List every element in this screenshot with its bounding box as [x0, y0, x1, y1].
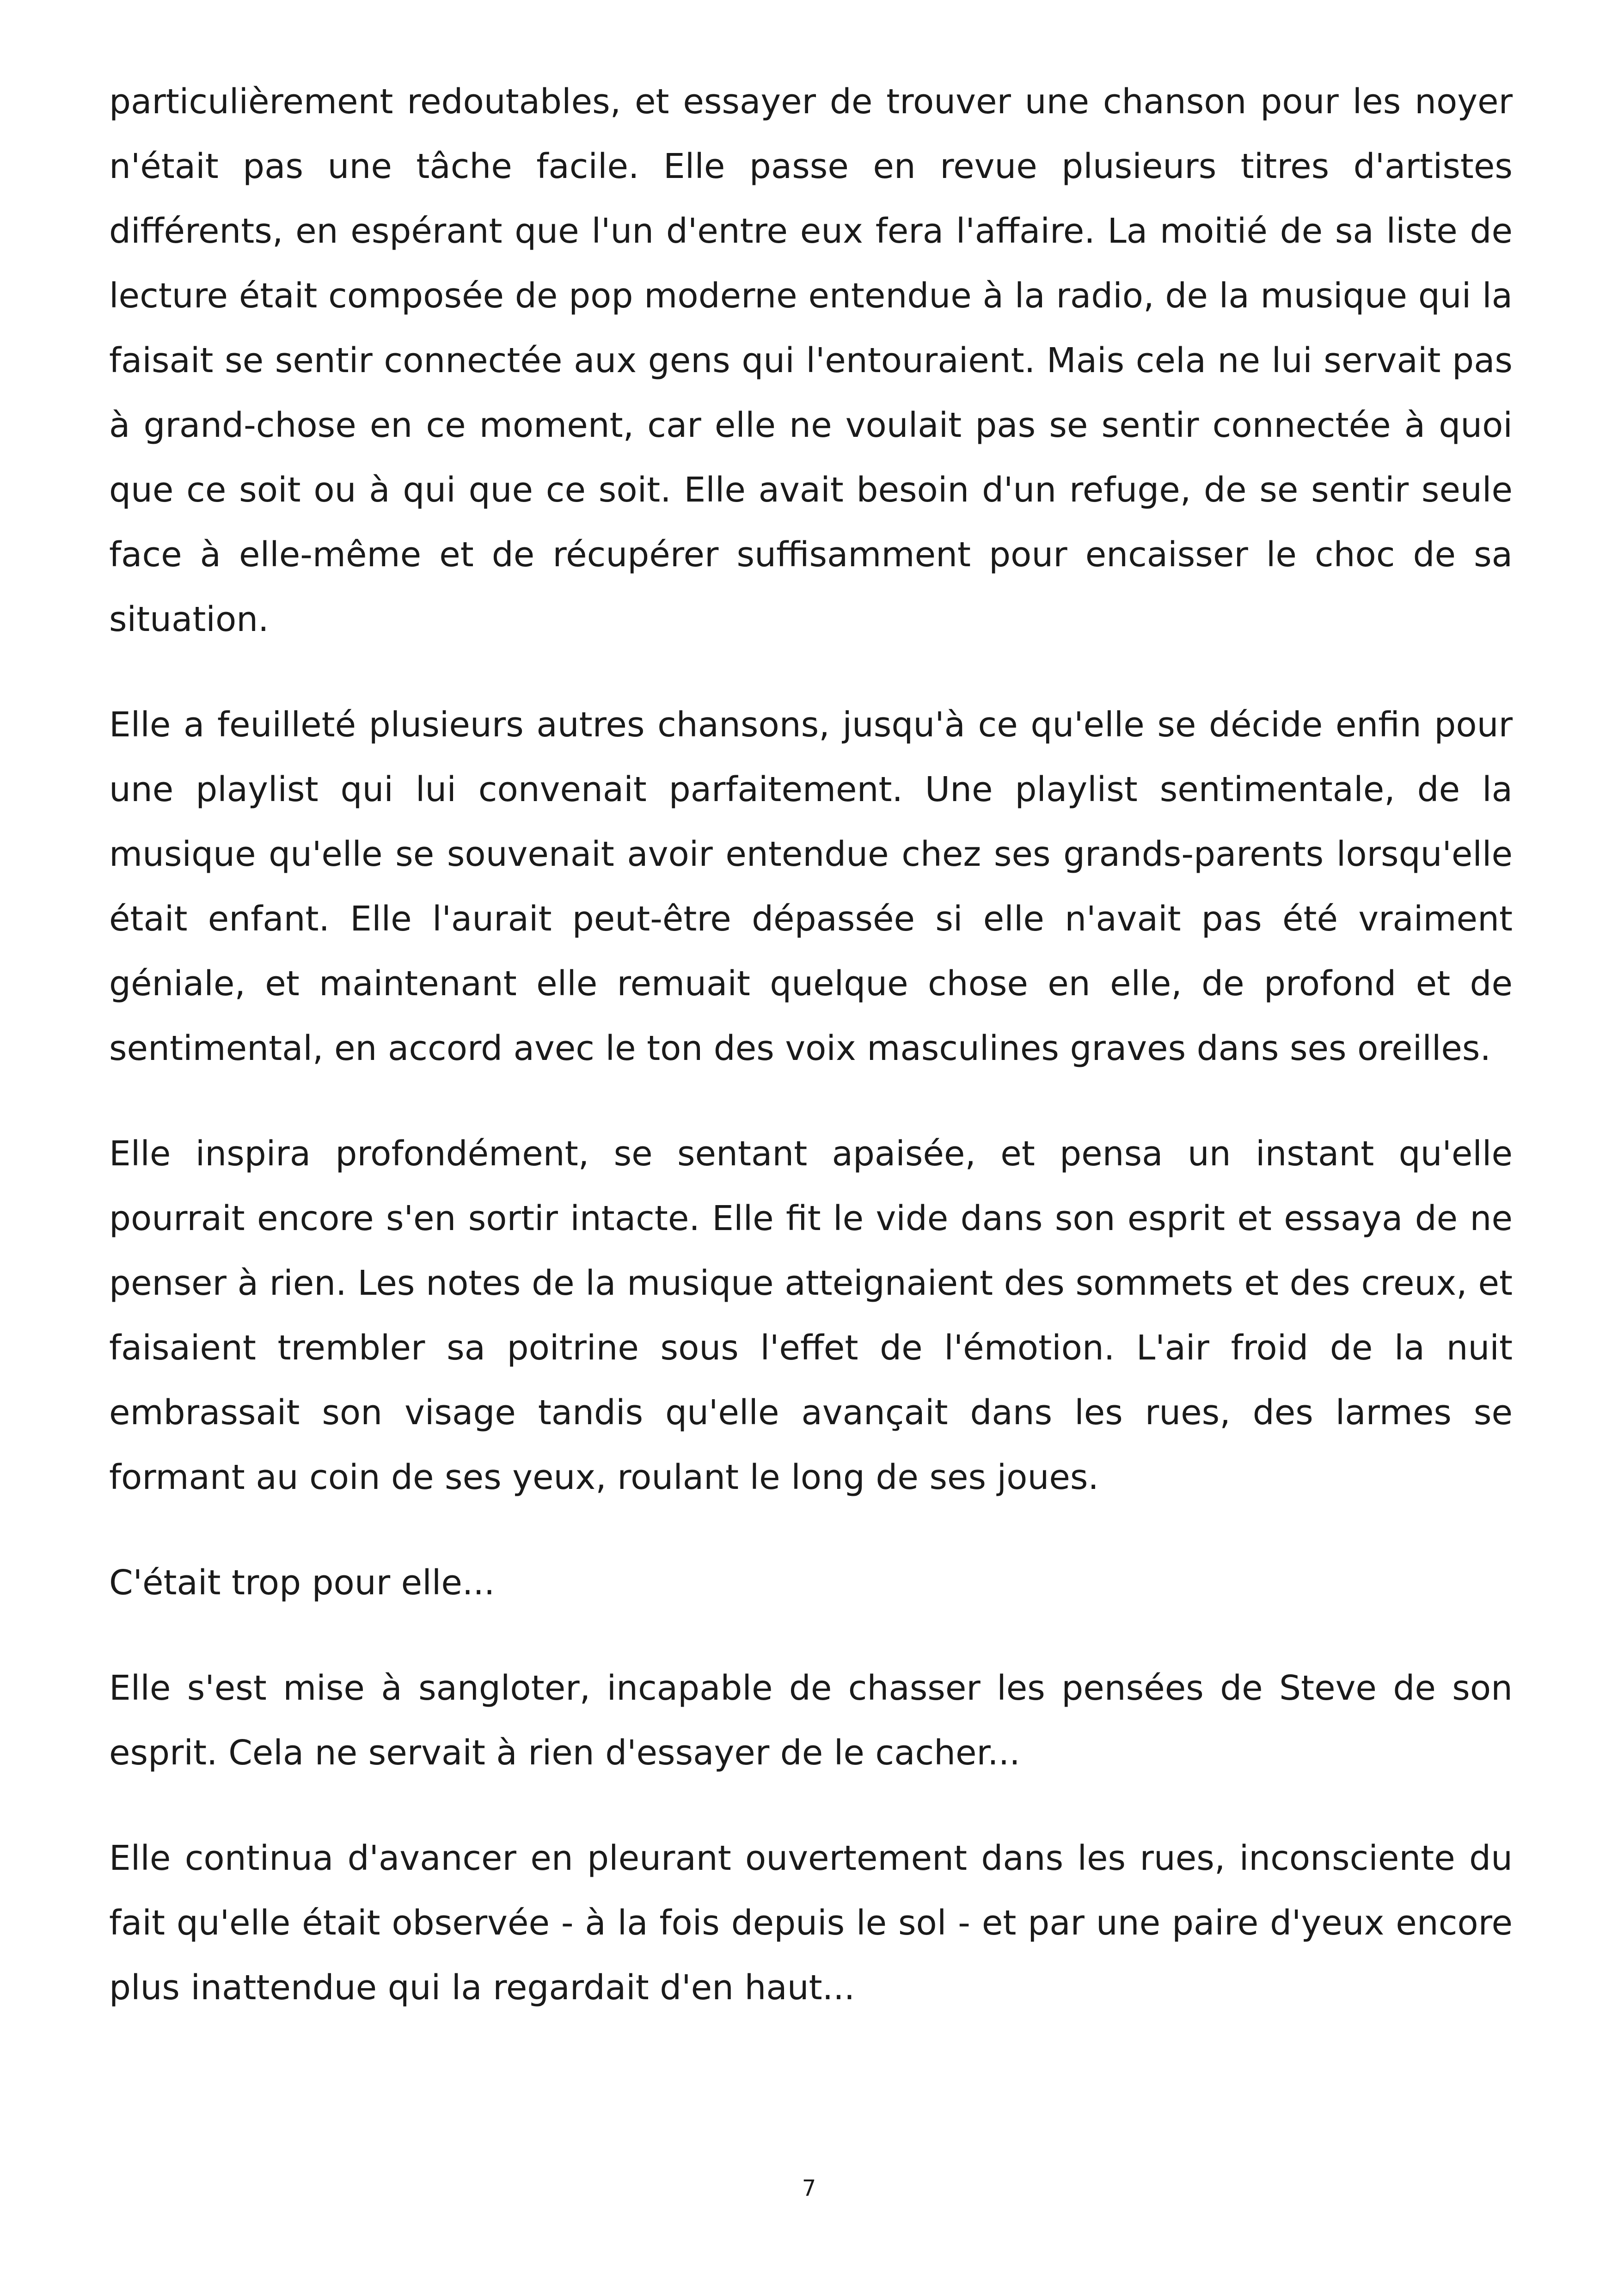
body-text	[109, 69, 1513, 2061]
paragraph: particulièrement redoutables, et essayer de trouver une chanson pour les noyer n'était pas une tâche facile. Elle passe en revue plusieurs titres d'artistes différents, en espérant que l'un d'entre eux fera l'affaire. La moitié de sa liste de lecture était composée de pop moderne entendue à la radio, de la musique qui la faisait se sentir connectée aux gens qui l'entouraient. Mais cela ne lui servait pas à grand-chose en ce moment, car elle ne voulait pas se sentir connectée à quoi que ce soit ou à qui que ce soit. Elle avait besoin d'un refuge, de se sentir seule face à elle-même et de récupérer suffisamment pour encaisser le choc de sa situation.	[109, 82, 1513, 639]
paragraph: C'était trop pour elle...	[109, 1563, 495, 1603]
paragraph: Elle continua d'avancer en pleurant ouvertement dans les rues, inconsciente du fait qu'elle était observée - à la fois depuis le sol - et par une paire d'yeux encore plus inattendue qui la regardait d'en haut...	[109, 1838, 1513, 2008]
paragraph: Elle a feuilleté plusieurs autres chansons, jusqu'à ce qu'elle se décide enfin pour une playlist qui lui convenait parfaitement. Une playlist sentimentale, de la musique qu'elle se souvenait avoir entendue chez ses grands-parents lorsqu'elle était enfant. Elle l'aurait peut-être dépassée si elle n'avait pas été vraiment géniale, et maintenant elle remuait quelque chose en elle, de profond et de sentimental, en accord avec le ton des voix masculines graves dans ses oreilles.	[109, 705, 1513, 1068]
page-number: 7	[802, 2175, 816, 2201]
paragraph: Elle s'est mise à sangloter, incapable de chasser les pensées de Steve de son esprit. Cela ne servait à rien d'essayer de le cacher...	[109, 1668, 1513, 1773]
paragraph: Elle inspira profondément, se sentant apaisée, et pensa un instant qu'elle pourrait encore s'en sortir intacte. Elle fit le vide dans son esprit et essaya de ne penser à rien. Les notes de la musique atteignaient des sommets et des creux, et faisaient trembler sa poitrine sous l'effet de l'émotion. L'air froid de la nuit embrassait son visage tandis qu'elle avançait dans les rues, des larmes se formant au coin de ses yeux, roulant le long de ses joues.	[109, 1134, 1513, 1497]
